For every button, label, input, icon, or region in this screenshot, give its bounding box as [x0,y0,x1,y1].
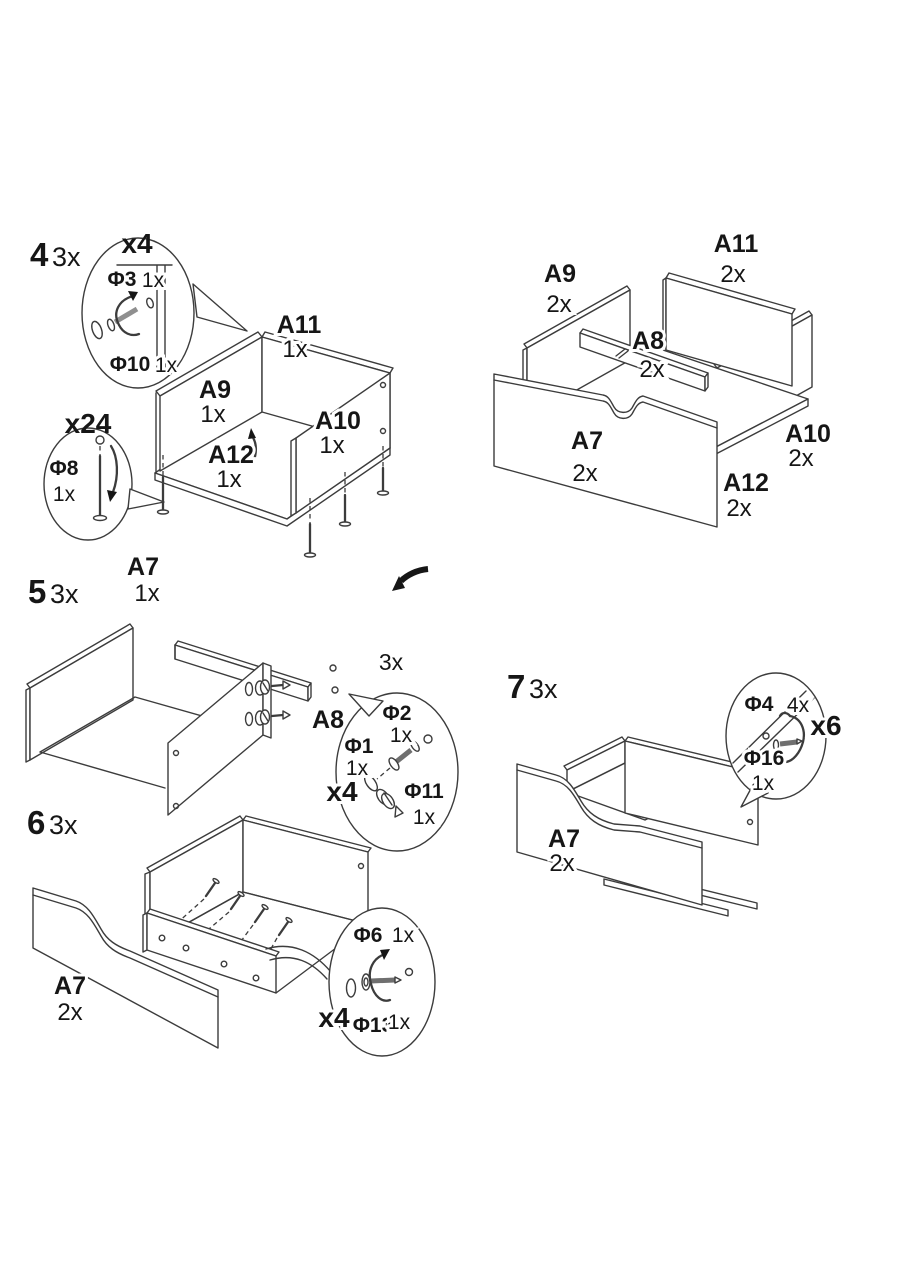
hw-phi16-label: Φ16 [743,747,785,770]
hardware-callout-step6 [318,908,435,1056]
step6-number: 6 [27,804,46,841]
hw-phi8-qty: 1x [52,483,76,506]
assembly-a12-label: A12 [723,469,769,497]
hw-phi11-qty: 1x [412,806,436,829]
callout-tail [128,489,164,509]
step7-a7-qty: 2x [549,850,575,877]
hw-phi10-label: Φ10 [109,353,151,376]
part-a11-label: A11 [276,311,322,339]
assembly-a9-qty: 2x [546,291,572,318]
callout-x24-count: x24 [64,408,112,439]
part-a11-qty: 1x [282,336,308,363]
assembly-a10-label: A10 [785,420,831,448]
part-a9-label: A9 [199,376,231,404]
step5 [26,553,458,851]
drawer-back-wall [567,741,625,792]
step6-repeat: 3x [49,810,78,840]
callout-step5-count: x4 [326,776,358,807]
assembly-a12-qty: 2x [726,495,752,522]
hw-phi6-label: Φ6 [353,924,383,947]
hw-phi2-qty: 1x [389,724,413,747]
assembly-a8-qty: 2x [639,356,665,383]
assembly-a8-label: A8 [632,327,664,355]
hw-phi11-label: Φ11 [404,780,444,803]
step5-repeat-hint: 3x [378,649,404,675]
hw-phi10-qty: 1x [154,354,178,377]
assembly-a10-qty: 2x [788,445,814,472]
hw-phi8-label: Φ8 [49,457,79,480]
drawer-left-wall [30,628,133,760]
flip-arrow-icon [392,569,428,591]
step5-a8-label: A8 [312,706,344,734]
hw-phi1-label: Φ1 [344,735,374,758]
assembly-a7-label: A7 [571,427,603,455]
assembly-a7-qty: 2x [572,460,598,487]
step7-repeat: 3x [529,674,558,704]
callout-tail [193,284,247,331]
step4-number: 4 [30,236,49,273]
step7 [507,668,842,916]
part-a12-qty: 1x [216,466,242,493]
hw-phi4-qty: 4x [786,694,810,717]
hw-phi2-label: Φ2 [382,702,412,725]
step5-number: 5 [28,573,47,610]
part-a10-qty: 1x [319,432,345,459]
hw-phi3-qty: 1x [141,269,165,292]
exploded-drawer-assembly [494,230,831,527]
hw-phi6-qty: 1x [391,924,415,947]
part-a10-label: A10 [315,407,361,435]
step4-repeat: 3x [52,242,81,272]
step5-repeat: 3x [50,579,79,609]
step6-a7-qty: 2x [57,999,83,1026]
step4-drawer [155,311,393,557]
hardware-callout-step5 [326,693,458,851]
callout-step7-count: x6 [810,710,842,741]
step6-a7-label: A7 [54,972,86,1000]
part-a9-qty: 1x [200,401,226,428]
assembly-a9-label: A9 [544,260,576,288]
step7-a7-label: A7 [548,825,580,853]
hw-phi13-qty: 1x [387,1011,411,1034]
part-a12-label: A12 [208,441,254,469]
hw-phi1-qty: 1x [345,757,369,780]
hardware-callout-x24 [44,408,164,540]
hw-phi4-label: Φ4 [744,693,774,716]
hw-phi3-label: Φ3 [107,268,137,291]
assembly-a11-label: A11 [713,230,759,258]
hw-phi16-qty: 1x [751,772,775,795]
drawer-right-wall-end-edge [263,663,271,738]
hw-phi13-label: Φ13 [352,1014,394,1037]
callout-step6-count: x4 [318,1002,350,1033]
step4 [30,228,428,591]
step5-a7-qty: 1x [134,580,160,607]
assembly-a11-qty: 2x [720,261,746,288]
step7-drawer [517,737,761,916]
step7-number: 7 [507,668,526,705]
step5-a7-label: A7 [127,553,159,581]
part-a10-front-edge [291,438,296,516]
callout-x4-count: x4 [121,228,153,259]
